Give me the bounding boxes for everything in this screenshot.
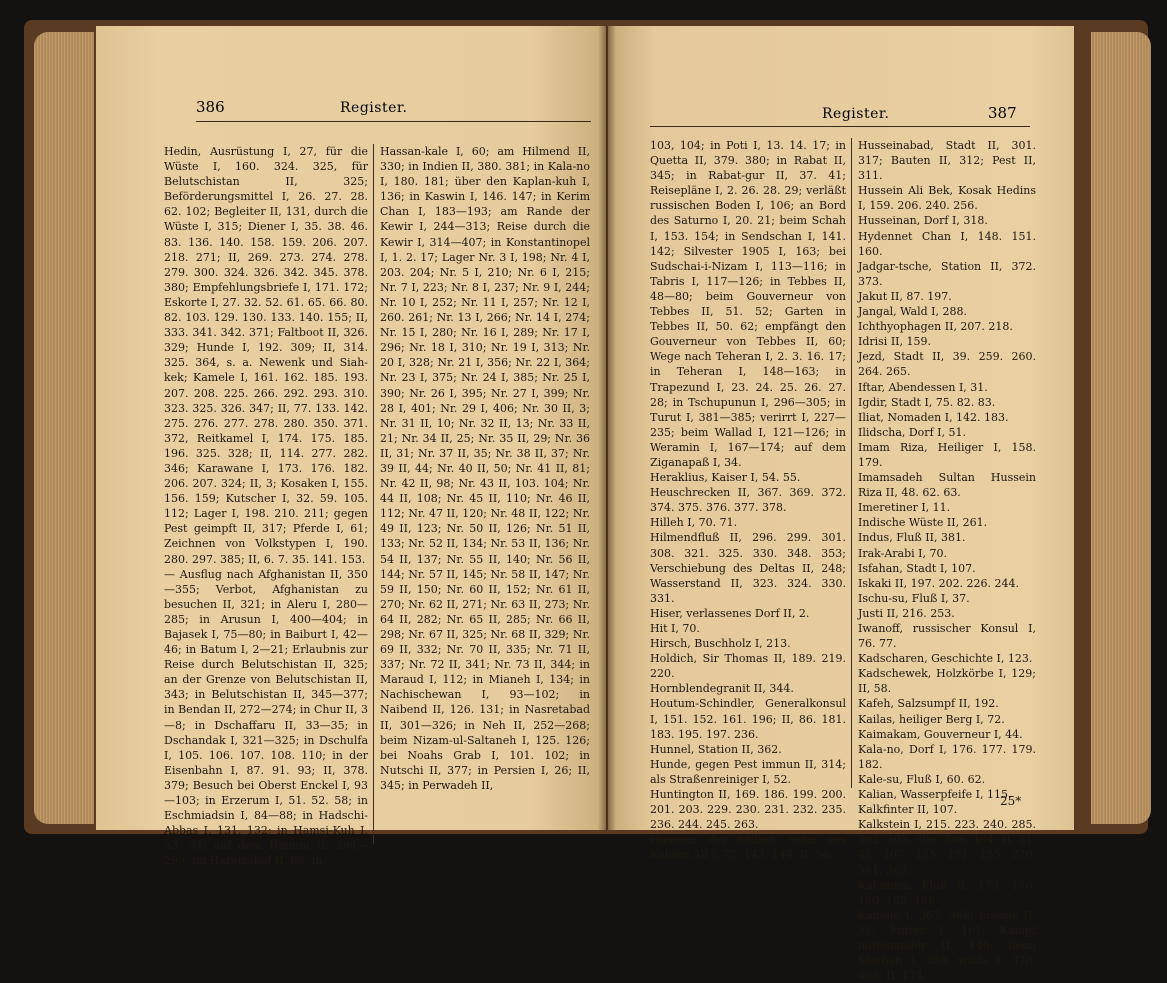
index-entry: Kaimakam, Gouverneur I, 44. [858, 727, 1023, 741]
index-entry: Hit I, 70. [650, 622, 700, 635]
right-page [608, 26, 1074, 983]
index-entry: Hornblendegranit II, 344. [650, 682, 794, 696]
index-entry: Iskaki II, 197. 202. 226. 244. [858, 576, 1020, 590]
index-entry: Kal-mura, Fluß II, 173. 176. 180. 185. 186. [858, 878, 1036, 907]
index-entry: Ischu-su, Fluß I, 37. [858, 591, 970, 605]
index-entry: Imam Riza, Heiliger I, 158. 179. [858, 440, 1036, 469]
left-column-1 [164, 144, 368, 869]
index-entry: Indus, Fluß II, 381. [858, 531, 966, 545]
index-entry: Holdich, Sir Thomas II, 189. 219. 220. [650, 652, 846, 681]
index-entry: Kailas, heiliger Berg I, 72. [858, 712, 1005, 726]
left-column-divider [373, 144, 374, 844]
index-entry: Heuschrecken II, 367. 369. 372. 374. 375. 376. 377. 378. [650, 486, 846, 515]
index-entry: Indische Wüste II, 261. [858, 516, 988, 530]
book-gutter [598, 26, 616, 830]
right-running-title: Register. [822, 106, 890, 122]
right-column-2 [858, 138, 1036, 983]
index-entry: Hussein Ali Bek, Kosak Hedins I, 159. 206. 240. 256. [858, 184, 1036, 213]
index-entry: 103, 104; in Poti I, 13. 14. 17; in Quetta II, 379. 380; in Rabat II, 345; in Rabat-gur II, 37. 41; Reisepläne I, 2. 26. 28. 29; verläßt russischen Boden I, 106; an Bord des Saturno I, 20. 21; beim Schah I, 153. 154; in Sendschan I, 141. 142; Silvester 1905 I, 163; bei Sudschai-i-Nizam I, 113—116; in Tabris I, 117—126; in Tebbes II, 48—80; beim Gouverneur von Tebbes II, 51. 52; Garten in Tebbes II, 50. 62; empfängt den Gouverneur von Tebbes II, 60; Wege nach Teheran I, 2. 3. 16. 17; in Teheran I, 148—163; in Trapezund I, 23. 24. 25. 26. 27. 28; in Tschupunun I, 296—305; in Turut I, 381—385; verirrt I, 227—235; beim Wallad I, 121—126; in Weramin I, 167—174; auf dem Ziganapaß I, 34. [650, 139, 846, 469]
left-running-title: Register. [340, 100, 408, 116]
index-entry: Hilleh I, 70. 71. [650, 516, 738, 530]
left-page-number: 386 [196, 98, 225, 116]
index-entry: Kafeh, Salzsumpf II, 192. [858, 697, 999, 711]
right-column-1 [650, 138, 846, 863]
index-entry: Iliat, Nomaden I, 142. 183. [858, 410, 1009, 424]
left-page [96, 26, 606, 868]
index-entry: Kalkstein I, 215. 223. 240. 285. 302. 303. 306. 388. 404; II, 31. 42. 107. 125. 151. 155. 270. 361. 363. [858, 818, 1036, 877]
index-entry: Jezd, Stadt II, 39. 259. 260. 264. 265. [858, 350, 1036, 379]
index-entry: — Ausflug nach Afghanistan II, 350—355; Verbot, Afghanistan zu besuchen II, 321; in Aleru I, 280—285; in Arusun I, 400—404; in Bajasek I, 75—80; in Baiburt I, 42—46; in Batum I, 2—21; Erlaubnis zur Reise durch Belutschistan II, 325; an der Grenze von Belutschistan II, 343; in Belutschistan II, 345—377; in Bendan II, 272—274; in Chur II, 3—8; in Dschaffaru II, 33—35; in Dschandak I, 321—325; in Dschulfa I, 105. 106. 107. 108. 110; in der Eisenbahn I, 87. 91. 93; II, 378. 379; Besuch bei Oberst Enckel I, 93—103; in Erzerum I, 51. 52. 58; in Eschmiadsin I, 84—88; in Hadschi-Abbas I, 131. 132; in Hamsi-Kuh I, 33. 34; auf dem Hamun II, 294—299; im Haremshof II, 86; in [164, 567, 368, 868]
index-entry: Jakut II, 87. 197. [858, 289, 952, 303]
right-header-rule [650, 126, 1030, 127]
page-edges-right [1091, 32, 1151, 824]
index-entry: Husseinabad, Stadt II, 301. 317; Bauten II, 312; Pest II, 311. [858, 139, 1036, 183]
index-entry: Kadschewek, Holzkörbe I, 129; II, 58. [858, 667, 1036, 696]
signature-mark: 25* [1000, 794, 1022, 808]
index-entry: Kamele I, 367. 368; bissige II, 35; Futter I, 161; Kampf miteinander II, 146; beim Sterben I, 338; wilde I, 378. 403; II, 174. [858, 908, 1036, 983]
index-entry: Irak-Arabi I, 70. [858, 546, 947, 560]
index-entry: Ichthyophagen II, 207. 218. [858, 320, 1013, 334]
index-entry: Justi II, 216. 253. [858, 606, 955, 620]
index-entry: Kalian, Wasserpfeife I, 115. [858, 788, 1012, 802]
left-header-rule [196, 121, 591, 122]
index-entry: Hydennet Chan I, 148. 151. 160. [858, 229, 1036, 258]
index-entry: Isfahan, Stadt I, 107. [858, 561, 976, 575]
index-entry: Jadgar-tsche, Station II, 372. 373. [858, 259, 1036, 288]
index-entry: Imeretiner I, 11. [858, 501, 951, 515]
index-entry: Kale-su, Fluß I, 60. 62. [858, 772, 986, 786]
index-entry: Iwanoff, russischer Konsul I, 76. 77. [858, 622, 1036, 651]
index-entry: Jangal, Wald I, 288. [858, 305, 967, 319]
index-entry: Kalkfinter II, 107. [858, 803, 958, 817]
index-entry: Ilidscha, Dorf I, 51. [858, 425, 966, 439]
index-entry: Hussein, der heilige, Sohn des Kalifen Ali I, 72. 143. 144; II, 56. [650, 833, 846, 862]
index-entry: Idrisi II, 159. [858, 335, 931, 349]
right-column-divider [851, 138, 852, 788]
index-entry: Hunde, gegen Pest immun II, 314; als Straßenreiniger I, 52. [650, 757, 846, 786]
index-entry: Heraklius, Kaiser I, 54. 55. [650, 471, 801, 485]
index-entry: Hilmendfluß II, 296. 299. 301. 308. 321. 325. 330. 348. 353; Verschiebung des Deltas II, 248; Wasserstand II, 323. 324. 330. 331. [650, 531, 846, 605]
index-entry: Hiser, verlassenes Dorf II, 2. [650, 606, 810, 620]
index-entry: Kala-no, Dorf I, 176. 177. 179. 182. [858, 742, 1036, 771]
index-entry: Huntington II, 169. 186. 199. 200. 201. 203. 229. 230. 231. 232. 235. 236. 244. 245. 263. [650, 788, 846, 832]
index-entry: Husseinan, Dorf I, 318. [858, 214, 988, 228]
index-entry: Hedin, Ausrüstung I, 27, für die Wüste I, 160. 324. 325, für Belutschistan II, 325; Beförderungsmittel I, 26. 27. 28. 62. 102; Begleiter II, 131, durch die Wüste I, 315; Diener I, 35. 38. 46. 83. 136. 140. 158. 159. 206. 207. 218. 271; II, 269. 273. 274. 278. 279. 300. 324. 326. 342. 345. 378. 380; Empfehlungsbriefe I, 171. 172; Eskorte I, 27. 32. 52. 61. 65. 66. 80. 82. 103. 129. 130. 133. 140. 155; II, 333. 341. 342. 371; Faltboot II, 326. 329; Hunde I, 192. 309; II, 314. 325. 364, s. a. Newenk und Siah-kek; Kamele I, 161. 162. 185. 193. 207. 208. 225. 266. 292. 293. 310. 323. 325. 326. 347; II, 77. 133. 142. 275. 276. 277. 278. 280. 350. 371. 372, Reitkamel I, 174. 175. 185. 196. 325. 328; II, 114. 277. 282. 346; Karawane I, 173. 176. 182. 206. 207. 324; II, 3; Kosaken I, 155. 156. 159; Kutscher I, 32. 59. 105. 112; Lager I, 198. 210. 211; gegen Pest geimpft II, 317; Pferde I, 61; Zeichnen von Volkstypen I, 190. 280. 297. 385; II, 6. 7. 35. 141. 153. [164, 145, 368, 566]
right-page-number: 387 [988, 104, 1017, 122]
index-entry: Igdir, Stadt I, 75. 82. 83. [858, 395, 996, 409]
index-entry: Hirsch, Buschholz I, 213. [650, 637, 791, 651]
page-edges-left [34, 32, 94, 824]
index-entry: Hassan-kale I, 60; am Hilmend II, 330; in Indien II, 380. 381; in Kala-no I, 180. 181; über den Kaplan-kuh I, 136; in Kaswin I, 146. 147; in Kerim Chan I, 183—193; am Rande der Kewir I, 244—313; Reise durch die Kewir I, 314—407; in Konstantinopel I, 1. 2. 17; Lager Nr. 3 I, 198; Nr. 4 I, 203. 204; Nr. 5 I, 210; Nr. 6 I, 215; Nr. 7 I, 223; Nr. 8 I, 237; Nr. 9 I, 244; Nr. 10 I, 252; Nr. 11 I, 257; Nr. 12 I, 260. 261; Nr. 13 I, 266; Nr. 14 I, 274; Nr. 15 I, 280; Nr. 16 I, 289; Nr. 17 I, 296; Nr. 18 I, 310; Nr. 19 I, 313; Nr. 20 I, 328; Nr. 21 I, 356; Nr. 22 I, 364; Nr. 23 I, 375; Nr. 24 I, 385; Nr. 25 I, 390; Nr. 26 I, 395; Nr. 27 I, 399; Nr. 28 I, 401; Nr. 29 I, 406; Nr. 30 II, 3; Nr. 31 II, 10; Nr. 32 II, 13; Nr. 33 II, 21; Nr. 34 II, 25; Nr. 35 II, 29; Nr. 36 II, 31; Nr. 37 II, 35; Nr. 38 II, 37; Nr. 39 II, 44; Nr. 40 II, 50; Nr. 41 II, 81; Nr. 42 II, 98; Nr. 43 II, 103. 104; Nr. 44 II, 108; Nr. 45 II, 110; Nr. 46 II, 112; Nr. 47 II, 120; Nr. 48 II, 122; Nr. 49 II, 123; Nr. 50 II, 126; Nr. 51 II, 133; Nr. 52 II, 134; Nr. 53 II, 136; Nr. 54 II, 137; Nr. 55 II, 140; Nr. 56 II, 144; Nr. 57 II, 145; Nr. 58 II, 147; Nr. 59 II, 150; Nr. 60 II, 152; Nr. 61 II, 270; Nr. 62 II, 271; Nr. 63 II, 273; Nr. 64 II, 282; Nr. 65 II, 285; Nr. 66 II, 298; Nr. 67 II, 325; Nr. 68 II, 329; Nr. 69 II, 332; Nr. 70 II, 335; Nr. 71 II, 337; Nr. 72 II, 341; Nr. 73 II, 344; in Maraud I, 112; in Mianeh I, 134; in Nachischewan I, 93—102; in Naibend II, 126. 131; in Nasretabad II, 301—326; in Neh II, 252—268; beim Nizam-ul-Saltaneh I, 125. 126; bei Noahs Grab I, 101. 102; in Nutschi II, 377; in Persien I, 26; II, 345; in Perwadeh II, [380, 145, 590, 792]
index-entry: Imamsadeh Sultan Hussein Riza II, 48. 62. 63. [858, 471, 1036, 500]
index-entry: Hunnel, Station II, 362. [650, 742, 782, 756]
index-entry: Iftar, Abendessen I, 31. [858, 380, 988, 394]
index-entry: Houtum-Schindler, Generalkonsul I, 151. 152. 161. 196; II, 86. 181. 183. 195. 197. 236. [650, 697, 846, 741]
left-column-2 [380, 144, 590, 793]
index-entry: Kadscharen, Geschichte I, 123. [858, 652, 1033, 666]
